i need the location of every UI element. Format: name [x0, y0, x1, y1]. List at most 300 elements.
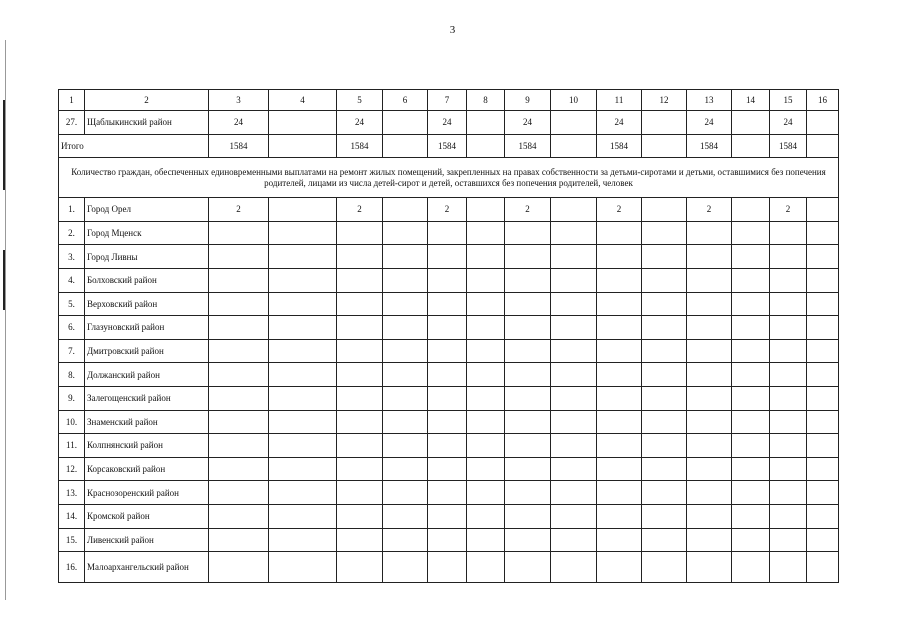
- value-cell: [732, 198, 770, 222]
- value-cell: [642, 268, 687, 292]
- row-number: 15.: [59, 528, 85, 552]
- header-cell: 8: [467, 90, 505, 111]
- value-cell: [642, 339, 687, 363]
- value-cell: [337, 410, 383, 434]
- header-cell: 5: [337, 90, 383, 111]
- value-cell: [269, 386, 337, 410]
- value-cell: [428, 410, 467, 434]
- value-cell: [467, 528, 505, 552]
- value-cell: [732, 386, 770, 410]
- value-cell: [269, 292, 337, 316]
- value-cell: [209, 339, 269, 363]
- value-cell: [597, 268, 642, 292]
- value-cell: [551, 292, 597, 316]
- value-cell: [687, 528, 732, 552]
- value-cell: [807, 481, 839, 505]
- value-cell: [505, 552, 551, 583]
- row-number: 12.: [59, 457, 85, 481]
- value-cell: [687, 221, 732, 245]
- value-cell: [337, 316, 383, 340]
- row-name: Болховский район: [85, 268, 209, 292]
- value-cell: [551, 457, 597, 481]
- header-cell: 10: [551, 90, 597, 111]
- value-cell: 24: [687, 111, 732, 135]
- value-cell: [337, 221, 383, 245]
- row-name: Корсаковский район: [85, 457, 209, 481]
- value-cell: [467, 221, 505, 245]
- value-cell: 1584: [687, 134, 732, 158]
- value-cell: [551, 386, 597, 410]
- row-number: 4.: [59, 268, 85, 292]
- value-cell: [428, 528, 467, 552]
- value-cell: [269, 221, 337, 245]
- value-cell: [551, 504, 597, 528]
- value-cell: [687, 552, 732, 583]
- value-cell: [209, 504, 269, 528]
- value-cell: [467, 386, 505, 410]
- value-cell: [770, 339, 807, 363]
- table-row: [59, 111, 839, 135]
- value-cell: [770, 292, 807, 316]
- value-cell: [551, 528, 597, 552]
- value-cell: [807, 268, 839, 292]
- margin-mark: [3, 250, 5, 310]
- value-cell: 2: [505, 198, 551, 222]
- row-number: 2.: [59, 221, 85, 245]
- row-number: 1.: [59, 198, 85, 222]
- value-cell: [337, 245, 383, 269]
- table-row: [59, 552, 839, 583]
- value-cell: [642, 386, 687, 410]
- value-cell: [642, 457, 687, 481]
- row-number: 9.: [59, 386, 85, 410]
- value-cell: [428, 363, 467, 387]
- value-cell: [732, 111, 770, 135]
- value-cell: [732, 504, 770, 528]
- value-cell: [337, 268, 383, 292]
- value-cell: [597, 434, 642, 458]
- value-cell: [551, 552, 597, 583]
- value-cell: [807, 339, 839, 363]
- value-cell: 24: [337, 111, 383, 135]
- value-cell: 1584: [597, 134, 642, 158]
- value-cell: [807, 221, 839, 245]
- value-cell: [732, 134, 770, 158]
- value-cell: [687, 386, 732, 410]
- value-cell: [642, 528, 687, 552]
- value-cell: [337, 292, 383, 316]
- value-cell: [597, 363, 642, 387]
- value-cell: [807, 111, 839, 135]
- value-cell: 2: [337, 198, 383, 222]
- value-cell: [770, 386, 807, 410]
- value-cell: [337, 386, 383, 410]
- value-cell: [337, 481, 383, 505]
- value-cell: [428, 221, 467, 245]
- row-name: Кромской район: [85, 504, 209, 528]
- row-number: 11.: [59, 434, 85, 458]
- table-row: [59, 528, 839, 552]
- value-cell: 2: [687, 198, 732, 222]
- value-cell: [383, 221, 428, 245]
- value-cell: [467, 268, 505, 292]
- value-cell: [209, 292, 269, 316]
- value-cell: [551, 198, 597, 222]
- value-cell: [383, 457, 428, 481]
- value-cell: [687, 410, 732, 434]
- value-cell: [597, 221, 642, 245]
- value-cell: [642, 111, 687, 135]
- value-cell: [269, 410, 337, 434]
- header-cell: 15: [770, 90, 807, 111]
- value-cell: [551, 434, 597, 458]
- value-cell: [732, 410, 770, 434]
- value-cell: [732, 221, 770, 245]
- value-cell: [807, 134, 839, 158]
- value-cell: [383, 363, 428, 387]
- header-cell: 2: [85, 90, 209, 111]
- value-cell: [807, 504, 839, 528]
- value-cell: [505, 292, 551, 316]
- row-name: Город Орел: [85, 198, 209, 222]
- value-cell: [642, 134, 687, 158]
- value-cell: [505, 481, 551, 505]
- value-cell: [467, 457, 505, 481]
- value-cell: [551, 134, 597, 158]
- value-cell: [383, 481, 428, 505]
- value-cell: [209, 410, 269, 434]
- value-cell: 1584: [505, 134, 551, 158]
- value-cell: [269, 434, 337, 458]
- value-cell: [467, 481, 505, 505]
- value-cell: [269, 245, 337, 269]
- value-cell: [505, 245, 551, 269]
- value-cell: [770, 221, 807, 245]
- table-header-row: [59, 90, 839, 111]
- value-cell: [209, 457, 269, 481]
- value-cell: [337, 552, 383, 583]
- value-cell: [209, 386, 269, 410]
- value-cell: [383, 339, 428, 363]
- value-cell: [551, 410, 597, 434]
- value-cell: [732, 292, 770, 316]
- value-cell: [269, 552, 337, 583]
- value-cell: [597, 457, 642, 481]
- value-cell: [269, 268, 337, 292]
- value-cell: [383, 292, 428, 316]
- value-cell: [383, 245, 428, 269]
- row-name: Глазуновский район: [85, 316, 209, 340]
- value-cell: [467, 504, 505, 528]
- value-cell: [770, 245, 807, 269]
- value-cell: [467, 316, 505, 340]
- row-number: 3.: [59, 245, 85, 269]
- value-cell: [551, 363, 597, 387]
- value-cell: [505, 528, 551, 552]
- value-cell: [269, 504, 337, 528]
- row-number: 8.: [59, 363, 85, 387]
- table-row: [59, 363, 839, 387]
- value-cell: [770, 363, 807, 387]
- table-row: [59, 245, 839, 269]
- value-cell: [428, 245, 467, 269]
- value-cell: [597, 316, 642, 340]
- value-cell: [383, 386, 428, 410]
- row-name: Краснозоренский район: [85, 481, 209, 505]
- value-cell: [467, 245, 505, 269]
- header-cell: 4: [269, 90, 337, 111]
- value-cell: [428, 268, 467, 292]
- value-cell: [269, 134, 337, 158]
- value-cell: [467, 134, 505, 158]
- value-cell: [209, 221, 269, 245]
- table-row: [59, 481, 839, 505]
- value-cell: [209, 268, 269, 292]
- value-cell: [209, 363, 269, 387]
- value-cell: [428, 552, 467, 583]
- row-number: 27.: [59, 111, 85, 135]
- value-cell: [551, 245, 597, 269]
- value-cell: [642, 552, 687, 583]
- value-cell: [597, 504, 642, 528]
- value-cell: [687, 245, 732, 269]
- value-cell: [383, 316, 428, 340]
- value-cell: [687, 434, 732, 458]
- value-cell: [642, 410, 687, 434]
- value-cell: [383, 134, 428, 158]
- value-cell: [209, 552, 269, 583]
- value-cell: [642, 363, 687, 387]
- row-name: Ливенский район: [85, 528, 209, 552]
- value-cell: [807, 386, 839, 410]
- value-cell: [383, 504, 428, 528]
- value-cell: [642, 245, 687, 269]
- value-cell: [807, 434, 839, 458]
- value-cell: [337, 528, 383, 552]
- table-row: [59, 134, 839, 158]
- value-cell: [383, 410, 428, 434]
- value-cell: 1584: [428, 134, 467, 158]
- value-cell: [269, 198, 337, 222]
- table-row: [59, 410, 839, 434]
- header-cell: 12: [642, 90, 687, 111]
- value-cell: [551, 268, 597, 292]
- value-cell: [732, 481, 770, 505]
- value-cell: [269, 528, 337, 552]
- table-row: [59, 339, 839, 363]
- value-cell: [505, 316, 551, 340]
- value-cell: [687, 292, 732, 316]
- value-cell: [807, 528, 839, 552]
- total-label: Итого: [59, 134, 209, 158]
- value-cell: [209, 481, 269, 505]
- value-cell: [807, 363, 839, 387]
- value-cell: [687, 316, 732, 340]
- row-number: 10.: [59, 410, 85, 434]
- value-cell: [467, 552, 505, 583]
- row-number: 6.: [59, 316, 85, 340]
- value-cell: [551, 481, 597, 505]
- row-number: 14.: [59, 504, 85, 528]
- section-title: Количество граждан, обеспеченных единовременными выплатами на ремонт жилых помещений, закрепленных на правах собственности за детьми-сиротами и детьми, оставшимися без попечения родителей, лицами из числа детей-сирот и детей, оставшихся без попечения родителей, человек: [59, 158, 839, 198]
- value-cell: [383, 552, 428, 583]
- value-cell: 2: [597, 198, 642, 222]
- value-cell: [467, 339, 505, 363]
- value-cell: 1584: [209, 134, 269, 158]
- header-cell: 7: [428, 90, 467, 111]
- value-cell: 24: [770, 111, 807, 135]
- table-row: [59, 292, 839, 316]
- value-cell: [269, 339, 337, 363]
- table-row: [59, 268, 839, 292]
- row-name: Верховский район: [85, 292, 209, 316]
- value-cell: [505, 221, 551, 245]
- value-cell: [642, 292, 687, 316]
- value-cell: 2: [428, 198, 467, 222]
- value-cell: [770, 504, 807, 528]
- row-name: Знаменский район: [85, 410, 209, 434]
- value-cell: [505, 434, 551, 458]
- row-name: Колпнянский район: [85, 434, 209, 458]
- value-cell: [337, 363, 383, 387]
- value-cell: 1584: [337, 134, 383, 158]
- value-cell: [597, 410, 642, 434]
- margin-mark: [3, 100, 5, 190]
- value-cell: [597, 245, 642, 269]
- value-cell: [770, 481, 807, 505]
- value-cell: [642, 316, 687, 340]
- value-cell: [642, 481, 687, 505]
- value-cell: [467, 410, 505, 434]
- table-row: [59, 457, 839, 481]
- value-cell: [383, 528, 428, 552]
- value-cell: [551, 221, 597, 245]
- value-cell: [807, 410, 839, 434]
- value-cell: [642, 221, 687, 245]
- value-cell: [732, 434, 770, 458]
- value-cell: [505, 504, 551, 528]
- value-cell: [467, 292, 505, 316]
- value-cell: [597, 386, 642, 410]
- value-cell: [428, 386, 467, 410]
- value-cell: [428, 316, 467, 340]
- value-cell: 2: [770, 198, 807, 222]
- value-cell: [732, 552, 770, 583]
- header-cell: 6: [383, 90, 428, 111]
- value-cell: [687, 363, 732, 387]
- value-cell: [209, 245, 269, 269]
- value-cell: 1584: [770, 134, 807, 158]
- value-cell: [642, 434, 687, 458]
- row-number: 5.: [59, 292, 85, 316]
- value-cell: [428, 457, 467, 481]
- value-cell: [428, 434, 467, 458]
- value-cell: [732, 528, 770, 552]
- value-cell: [269, 363, 337, 387]
- table-row: [59, 504, 839, 528]
- row-name: Малоархангельский район: [85, 552, 209, 583]
- value-cell: [807, 316, 839, 340]
- value-cell: [687, 268, 732, 292]
- value-cell: [505, 457, 551, 481]
- value-cell: 24: [597, 111, 642, 135]
- value-cell: [807, 292, 839, 316]
- header-cell: 11: [597, 90, 642, 111]
- value-cell: [505, 268, 551, 292]
- value-cell: [551, 316, 597, 340]
- value-cell: [597, 528, 642, 552]
- value-cell: [770, 434, 807, 458]
- value-cell: [467, 434, 505, 458]
- table-body: [59, 90, 839, 583]
- value-cell: [687, 457, 732, 481]
- value-cell: [687, 504, 732, 528]
- value-cell: [770, 528, 807, 552]
- row-name: Должанский район: [85, 363, 209, 387]
- value-cell: [732, 363, 770, 387]
- value-cell: [269, 111, 337, 135]
- value-cell: [337, 504, 383, 528]
- value-cell: [467, 198, 505, 222]
- value-cell: [770, 316, 807, 340]
- value-cell: [383, 198, 428, 222]
- value-cell: [807, 198, 839, 222]
- page-number: 3: [449, 24, 456, 36]
- margin-line: [5, 40, 6, 600]
- section-row: [59, 158, 839, 198]
- row-name: Щаблыкинский район: [85, 111, 209, 135]
- value-cell: [209, 528, 269, 552]
- value-cell: [807, 245, 839, 269]
- header-cell: 9: [505, 90, 551, 111]
- value-cell: [505, 339, 551, 363]
- header-cell: 16: [807, 90, 839, 111]
- data-table: [58, 89, 839, 583]
- value-cell: [337, 339, 383, 363]
- value-cell: [687, 339, 732, 363]
- value-cell: [269, 457, 337, 481]
- value-cell: [269, 316, 337, 340]
- value-cell: [337, 434, 383, 458]
- value-cell: 2: [209, 198, 269, 222]
- row-number: 7.: [59, 339, 85, 363]
- value-cell: [428, 339, 467, 363]
- value-cell: [505, 410, 551, 434]
- table-row: [59, 198, 839, 222]
- value-cell: [642, 504, 687, 528]
- row-name: Дмитровский район: [85, 339, 209, 363]
- value-cell: [807, 552, 839, 583]
- header-cell: 1: [59, 90, 85, 111]
- value-cell: [467, 363, 505, 387]
- value-cell: [505, 386, 551, 410]
- value-cell: [551, 339, 597, 363]
- value-cell: 24: [505, 111, 551, 135]
- row-name: Город Мценск: [85, 221, 209, 245]
- value-cell: [209, 316, 269, 340]
- table-row: [59, 434, 839, 458]
- value-cell: [428, 504, 467, 528]
- value-cell: [428, 481, 467, 505]
- value-cell: [505, 363, 551, 387]
- value-cell: [428, 292, 467, 316]
- value-cell: [807, 457, 839, 481]
- value-cell: [732, 268, 770, 292]
- value-cell: [209, 434, 269, 458]
- table-row: [59, 221, 839, 245]
- value-cell: [770, 410, 807, 434]
- value-cell: [732, 245, 770, 269]
